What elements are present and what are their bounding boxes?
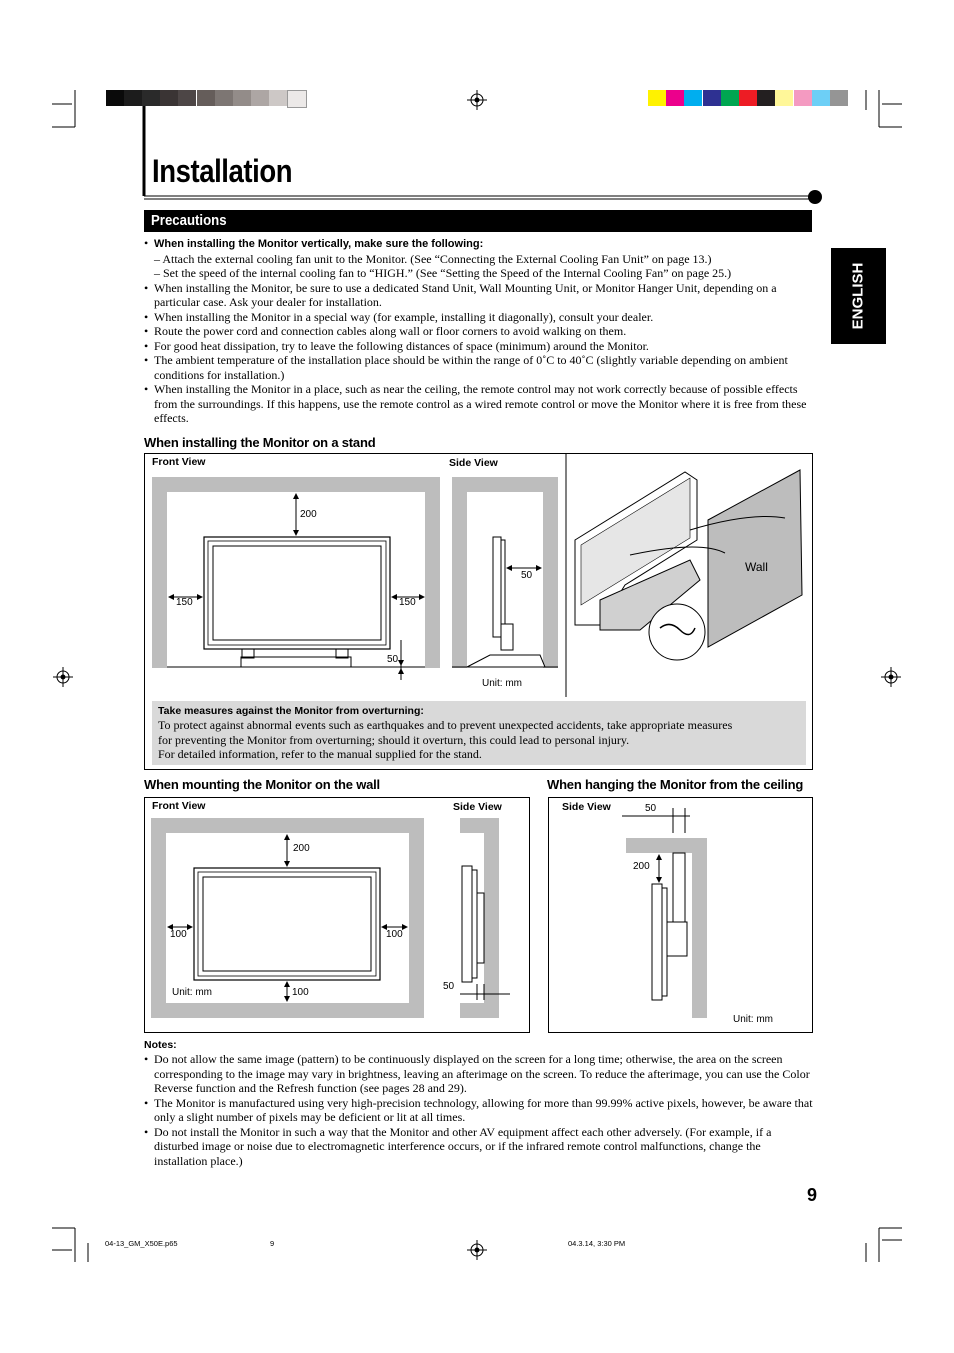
warning-line: for preventing the Monitor from overturning; should it overturn, this could lead to personal injury. — [158, 732, 630, 747]
wall-dim-left: 100 — [170, 929, 187, 940]
wall-dim-top: 200 — [293, 843, 310, 854]
precaution-text: The ambient temperature of the installation place should be within the range of 0˚C to 40˚C (slightly variable depending on ambient conditions for installation.) — [154, 353, 788, 382]
wall-unit: Unit: mm — [172, 987, 212, 998]
warning-line: To protect against abnormal events such as earthquakes and to prevent unexpected accidents, take appropriate measures — [158, 718, 733, 732]
warning-line: For detailed information, refer to the manual supplied for the stand. — [158, 747, 482, 761]
precaution-text: For good heat dissipation, try to leave the following distances of space (minimum) around the Monitor. — [154, 338, 649, 353]
wall-front-view-label: Front View — [152, 800, 206, 812]
list-item: • The Monitor is manufactured using very high-precision technology, allowing for more than 99.99% active pixels, however, be aware that only a slight number of pixels may be deficient or lit at all times. — [144, 1095, 813, 1124]
ceiling-heading: When hanging the Monitor from the ceiling — [547, 777, 804, 792]
precaution-text: When installing the Monitor, be sure to use a dedicated Stand Unit, Wall Mounting Unit, or Monitor Hanger Unit, depending on a particular case. Ask your dealer for installation. — [154, 280, 777, 309]
stand-unit: Unit: mm — [482, 678, 522, 689]
language-tab-label: ENGLISH — [849, 262, 867, 330]
list-item: • The ambient temperature of the installation place should be within the range of 0˚C to 40˚C (slightly variable depending on ambient conditions for installation.) — [144, 353, 788, 382]
note-text: Do not allow the same image (pattern) to be continuously displayed on the screen for a long time; otherwise, the area on the screen corresponding to the image may vary in brightness, leaving an afterimage on the screen. To reduce the afterimage, you can use the Color Reverse function and the Refresh function (see pages 28 and 29). — [154, 1052, 810, 1095]
ceiling-dim-top: 50 — [645, 803, 657, 814]
stand-side-view-label: Side View — [449, 457, 498, 469]
stand-dim-side: 50 — [521, 570, 533, 581]
precautions-heading: Precautions — [151, 212, 227, 229]
wall-heading: When mounting the Monitor on the wall — [144, 777, 380, 792]
precaution-text: Route the power cord and connection cables along wall or floor corners to avoid walking on them. — [154, 324, 627, 338]
footer-page: 9 — [270, 1239, 275, 1248]
precaution-text: When installing the Monitor in a place, such as near the ceiling, the remote control may not work correctly because of possible effects from the surroundings. If this happens, use the remote control as a wired remote control or move the Monitor where it is free from these effects. — [154, 382, 807, 425]
vertical-sub-1: – Attach the external cooling fan unit to the Monitor. (See “Connecting the External Cooling Fan Unit” on page 13.) — [154, 251, 712, 266]
ceiling-unit: Unit: mm — [733, 1014, 773, 1025]
list-item: • When installing the Monitor in a special way (for example, installing it diagonally), consult your dealer. — [144, 309, 654, 324]
note-text: The Monitor is manufactured using very high-precision technology, allowing for more than 99.99% active pixels, however, be aware that only a slight number of pixels may be deficient or lit at all times. — [154, 1095, 813, 1124]
wall-side-view-label: Side View — [453, 801, 502, 813]
wall-label: Wall — [745, 560, 768, 574]
stand-heading: When installing the Monitor on a stand — [144, 435, 376, 450]
note-text: Do not install the Monitor in such a way that the Monitor and other AV equipment affect each other adversely. (For example, if a disturbed image or noise due to electromagnetic interference occurs, or if the infrared remote control malfunctions, change the installation place.) — [154, 1124, 772, 1168]
footer-file: 04-13_GM_X50E.p65 — [105, 1239, 178, 1248]
list-item: • When installing the Monitor in a place, such as near the ceiling, the remote control may not work correctly because of possible effects from the surroundings. If this happens, use the remote control as a wired remote control or move the Monitor where it is free from these effects. — [144, 382, 807, 425]
page-number: 9 — [807, 1185, 818, 1205]
vertical-sub-2: – Set the speed of the internal cooling fan to “HIGH.” (See “Setting the Speed of the Internal Cooling Fan” on page 25.) — [154, 266, 732, 280]
list-item: • Do not allow the same image (pattern) to be continuously displayed on the screen for a long time; otherwise, the area on the screen corresponding to the image may vary in brightness, leaving an afterimage on the screen. To reduce the afterimage, you can use the Color Reverse function and the Refresh function (see pages 28 and 29). — [144, 1052, 810, 1095]
vertical-intro: When installing the Monitor vertically, make sure the following: — [154, 238, 484, 250]
wall-dim-bottom: 100 — [292, 987, 309, 998]
notes — [144, 1038, 814, 1168]
stand-front-view-label: Front View — [152, 456, 206, 468]
notes-heading: Notes: — [144, 1039, 177, 1051]
wall-dim-side: 50 — [443, 981, 455, 992]
list-item: • For good heat dissipation, try to leave the following distances of space (minimum) around the Monitor. — [144, 338, 649, 353]
stand-dim-left: 150 — [176, 597, 193, 608]
stand-dim-top: 200 — [300, 509, 317, 520]
list-item: • When installing the Monitor vertically, make sure the following: – Attach the external cooling fan unit to the Monitor. (See “Connecting the External Cooling Fan Unit” on page 13.) – Set the speed of the internal cooling fan to “HIGH.” (See “Setting the Speed of the Internal Cooling Fan” on page 25.) — [144, 236, 814, 281]
list-item: • Do not install the Monitor in such a way that the Monitor and other AV equipment affect each other adversely. (For example, if a disturbed image or noise due to electromagnetic interference occurs, or if the infrared remote control malfunctions, change the installation place.) — [144, 1124, 772, 1168]
wall-dim-right: 100 — [386, 929, 403, 940]
precaution-text: When installing the Monitor in a special way (for example, installing it diagonally), consult your dealer. — [154, 309, 654, 324]
list-item: • When installing the Monitor, be sure to use a dedicated Stand Unit, Wall Mounting Unit, or Monitor Hanger Unit, depending on a particular case. Ask your dealer for installation. — [144, 280, 777, 309]
warning-title: Take measures against the Monitor from overturning: — [158, 705, 424, 717]
stand-dim-bottom: 50 — [387, 654, 399, 665]
list-item: • Route the power cord and connection cables along wall or floor corners to avoid walking on them. — [144, 324, 627, 338]
stand-dim-right: 150 — [399, 597, 416, 608]
footer-date: 04.3.14, 3:30 PM — [568, 1239, 626, 1248]
ceiling-dim-left: 200 — [633, 861, 650, 872]
ceiling-side-view-label: Side View — [562, 801, 611, 813]
page-title: Installation — [152, 153, 293, 189]
